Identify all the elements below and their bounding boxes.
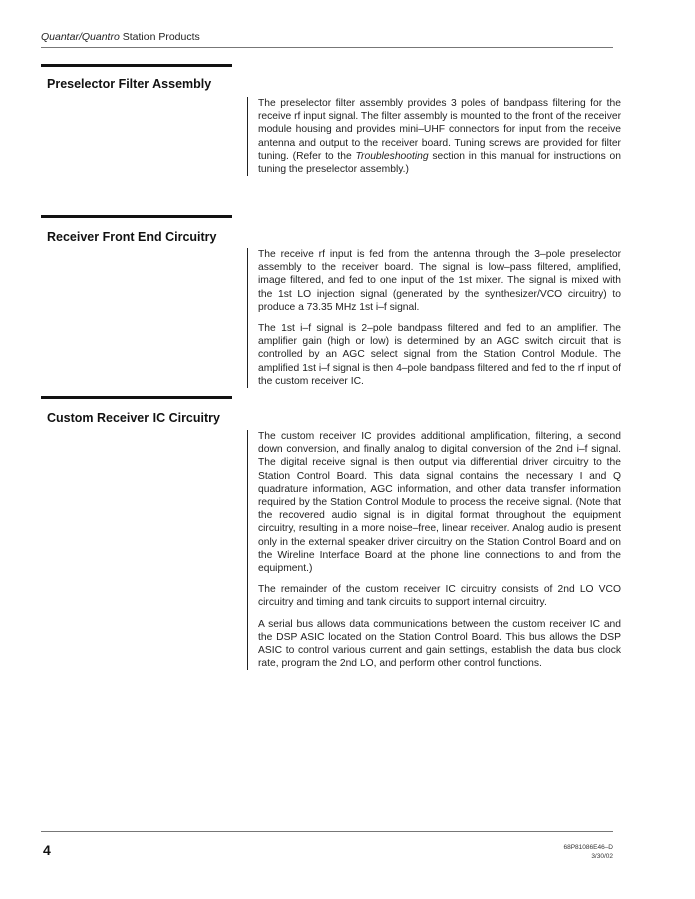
paragraph: The remainder of the custom receiver IC circuitry consists of 2nd LO VCO circuitry and timing and tank circuits to support internal circuitry.: [258, 584, 621, 609]
section-title-preselector: Preselector Filter Assembly: [47, 77, 212, 91]
running-header: [41, 31, 613, 43]
footer-divider: [41, 831, 613, 832]
document-id-block: [563, 844, 613, 861]
section-rule-preselector: [41, 64, 232, 67]
paragraph-text: The preselector filter assembly provides 3 poles of bandpass filtering for the receive rf input signal. The filter assembly is mounted to the front of the receiver module housing and provides mini–UHF connectors for input from the receive antenna and output to the receiver board. Tuning screws are provided for filter tuning. (Refer to the: [258, 98, 621, 162]
page-number: 4: [43, 842, 51, 858]
section-title-custom-ic: Custom Receiver IC Circuitry: [47, 411, 220, 425]
section-body-front-end: [247, 248, 621, 388]
paragraph: The custom receiver IC provides additional amplification, filtering, a second down conversion, and finally analog to digital conversion of the 2nd i–f signal. The digital receive signal is then output via differential driver circuitry to the Station Control Board. This data signal contains the necessary I and Q quadrature information, AGC information, and other data transfer information required by the Station Control Module to process the receive signal. (Note that the recovered audio signal is in digital format throughout the equipment circuitry, resulting in a more noise–free, linear receiver. Analog audio is present only in the external speaker driver circuitry on the Station Control Board and on the Wireline Interface Board at the phone line connections to and from the equipment.): [258, 431, 621, 575]
document-number: 68P81086E46–D: [563, 844, 613, 851]
paragraph-italic-text: Troubleshooting: [355, 150, 429, 162]
paragraph-text: section in this manual for instructions on tuning the preselector assembly.): [258, 150, 621, 176]
section-body-preselector: [247, 97, 621, 176]
section-title-front-end: Receiver Front End Circuitry: [47, 230, 217, 244]
section-rule-custom-ic: [41, 396, 232, 399]
section-body-custom-ic: [247, 430, 621, 670]
header-product-suffix: Station Products: [119, 31, 200, 43]
paragraph: A serial bus allows data communications between the custom receiver IC and the DSP ASIC located on the Station Control Board. This bus allows the DSP ASIC to control various current and gain settings, establish the data bus clock rate, program the 2nd LO, and perform other control functions.: [258, 618, 621, 670]
paragraph: [258, 97, 621, 176]
document-date: 3/30/02: [591, 852, 613, 860]
header-product-name: Quantar/Quantro: [41, 31, 120, 43]
header-divider: [41, 47, 613, 48]
section-rule-front-end: [41, 215, 232, 218]
paragraph: The receive rf input is fed from the antenna through the 3–pole preselector assembly to the receiver board. The signal is low–pass filtered, amplified, image filtered, and fed to one input of the 1st mixer. The signal is mixed with the 1st LO injection signal (generated by the synthesizer/VCO circuitry) to produce a 73.35 MHz 1st i–f signal.: [258, 249, 621, 313]
paragraph: The 1st i–f signal is 2–pole bandpass filtered and fed to an amplifier. The amplifier gain (high or low) is determined by an AGC switch circuit that is controlled by an AGC select signal from the Station Control Module. The amplified 1st i–f signal is then 4–pole bandpass filtered and fed to the rf input of the custom receiver IC.: [258, 323, 621, 387]
